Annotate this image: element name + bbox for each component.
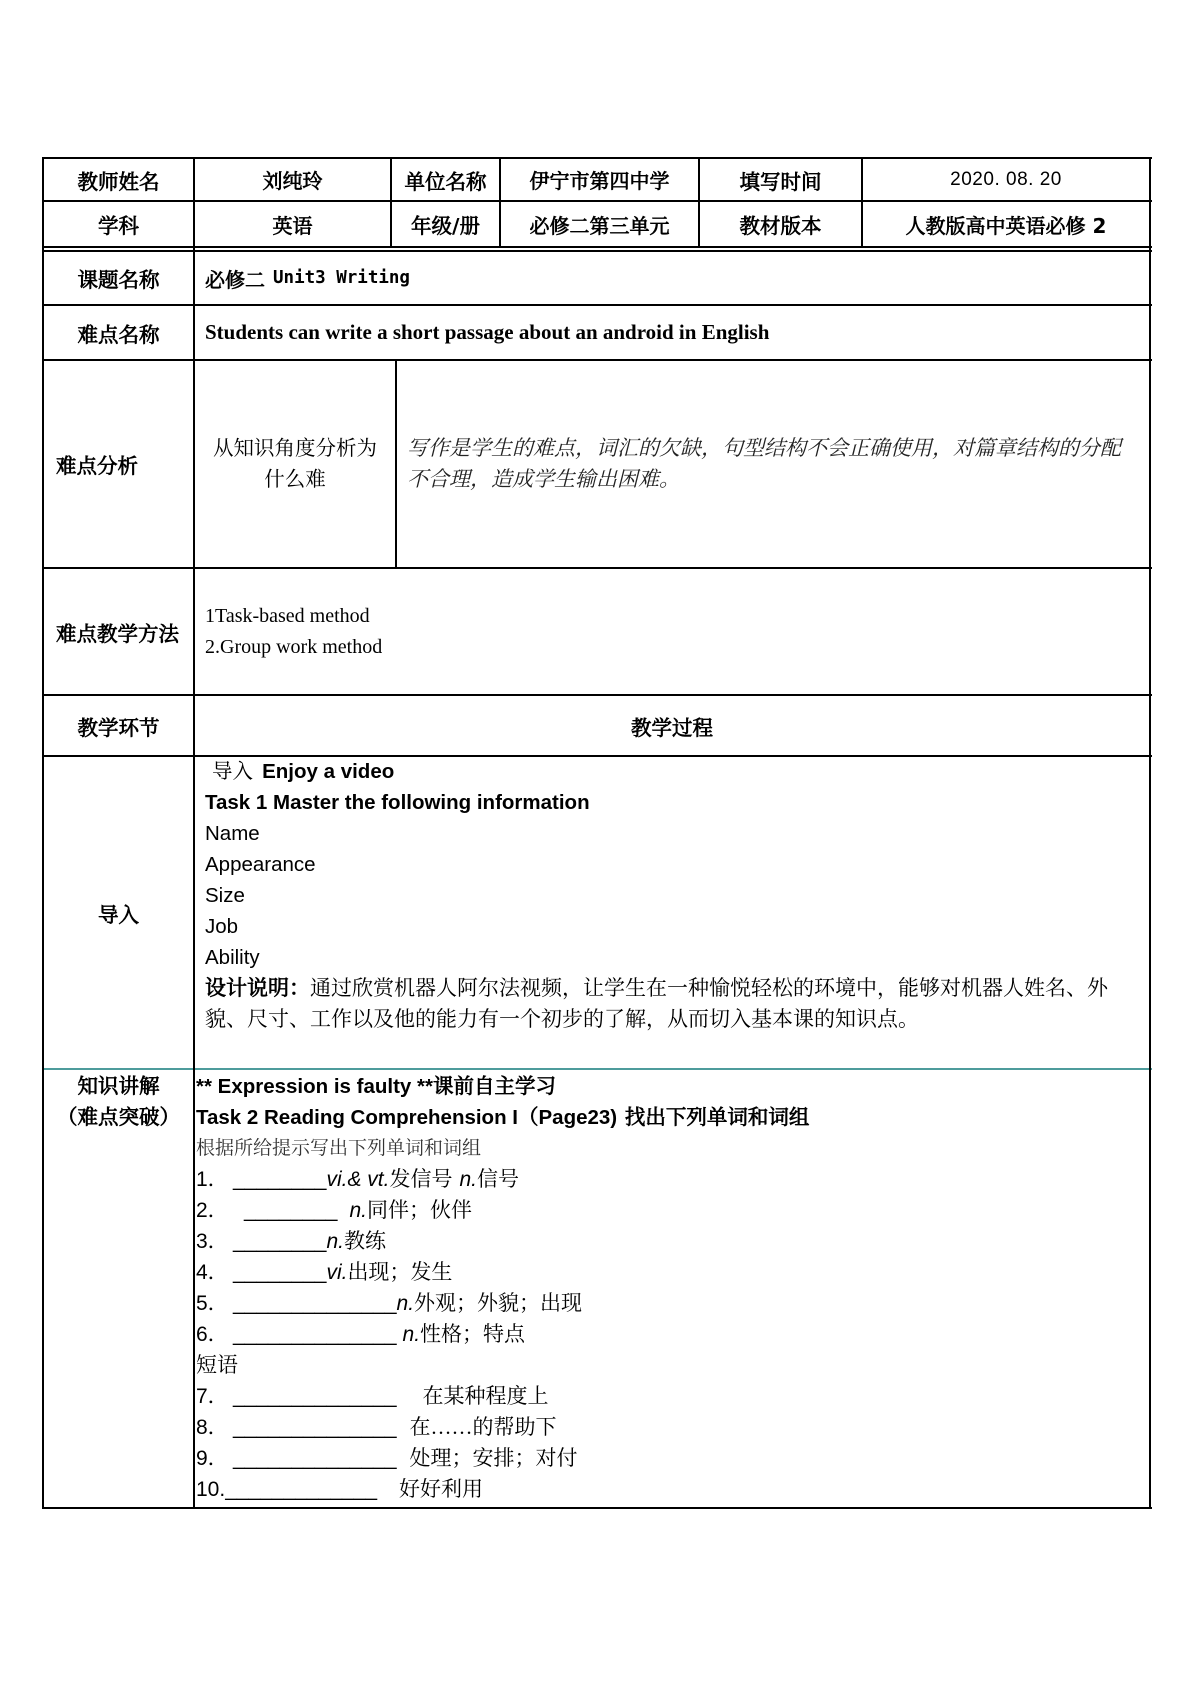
vocab-item xyxy=(196,1319,1146,1350)
analysis-label: 难点分析 xyxy=(56,454,138,478)
answer-blank: ______________ xyxy=(233,1416,397,1439)
knowledge-label xyxy=(43,1071,194,1133)
answer-blank: ______________ xyxy=(233,1323,397,1346)
info-item: Job xyxy=(205,915,239,938)
answer-blank: ________ xyxy=(233,1230,327,1253)
error-notice: ** Expression is faulty ** xyxy=(196,1075,433,1098)
word-meaning: 发信号 xyxy=(389,1167,453,1191)
part-of-speech: n. xyxy=(459,1168,477,1191)
part-of-speech: n. xyxy=(396,1292,415,1315)
info-item: Ability xyxy=(205,946,260,969)
methods-list xyxy=(205,568,1145,695)
info-item: Name xyxy=(205,822,260,845)
design-note-text: 貌、尺寸、工作以及他的能力有一个初步的了解，从而切入基本课的知识点。 xyxy=(205,1007,919,1031)
section-rule-line xyxy=(43,1068,1152,1070)
word-meaning: 同伴；伙伴 xyxy=(366,1198,472,1222)
phrase-item xyxy=(196,1381,1146,1412)
analysis-text-line: 不合理，造成学生输出困难。 xyxy=(407,467,680,491)
self-study-heading xyxy=(196,1071,1146,1102)
part-of-speech: vi. xyxy=(326,1261,348,1284)
part-of-speech: n. xyxy=(326,1230,344,1253)
phrase-meaning: 好好利用 xyxy=(399,1477,484,1501)
difficulty-label: 难点名称 xyxy=(77,322,160,347)
subject-label: 学科 xyxy=(98,214,139,238)
fill-date-label: 填写时间 xyxy=(739,169,822,194)
self-study-title: 课前自主学习 xyxy=(432,1074,556,1098)
item-number: 9． xyxy=(196,1447,229,1470)
part-of-speech: n. xyxy=(402,1323,421,1346)
knowledge-label-line: （难点突破） xyxy=(57,1105,180,1129)
phrase-item xyxy=(196,1474,1146,1505)
process-header: 教学过程 xyxy=(631,715,713,740)
unit-name-label: 单位名称 xyxy=(404,169,487,194)
phrase-meaning: 处理；安排；对付 xyxy=(409,1446,578,1470)
process-stage-label: 教学环节 xyxy=(77,715,160,740)
phrase-item xyxy=(196,1443,1146,1474)
fill-date-value: 2020. 08. 20 xyxy=(950,168,1062,190)
knowledge-label-line: 知识讲解 xyxy=(77,1074,160,1098)
grade-value: 必修二第三单元 xyxy=(529,213,670,238)
answer-blank: ______________ xyxy=(233,1385,397,1408)
item-number: 3． xyxy=(196,1230,229,1253)
textbook-label: 教材版本 xyxy=(739,214,822,238)
task-heading xyxy=(196,1102,1146,1133)
topic-label: 课题名称 xyxy=(77,268,160,292)
methods-label: 难点教学方法 xyxy=(56,621,179,646)
item-number: 4． xyxy=(196,1261,229,1284)
item-number: 1． xyxy=(196,1168,229,1191)
task-title: Task 2 Reading Comprehension I（Page23) xyxy=(196,1106,618,1129)
design-note xyxy=(205,973,1145,1004)
unit-name-value: 伊宁市第四中学 xyxy=(529,169,670,193)
analysis-text xyxy=(407,360,1147,568)
vocab-item xyxy=(196,1195,1146,1226)
analysis-aspect-line: 从知识角度分析为 xyxy=(213,436,377,460)
analysis-aspect xyxy=(194,360,396,568)
intro-title-cn: 导入 xyxy=(212,759,253,783)
word-meaning: 教练 xyxy=(343,1229,386,1253)
answer-blank: _____________ xyxy=(225,1478,378,1501)
instruction: 根据所给提示写出下列单词和词组 xyxy=(196,1137,482,1159)
knowledge-content xyxy=(196,1071,1146,1505)
textbook-value: 人教版高中英语必修 2 xyxy=(905,213,1107,238)
part-of-speech: vi.& vt. xyxy=(326,1168,390,1191)
item-number: 10. xyxy=(196,1478,226,1501)
vocab-item xyxy=(196,1257,1146,1288)
table-border-line xyxy=(1149,157,1151,1509)
item-number: 6． xyxy=(196,1323,229,1346)
answer-blank: ________ xyxy=(233,1261,327,1284)
intro-title-en: Enjoy a video xyxy=(262,760,395,783)
item-number: 2． xyxy=(196,1199,229,1222)
word-meaning: 信号 xyxy=(476,1167,519,1191)
answer-blank: ________ xyxy=(244,1199,338,1222)
grade-label: 年级/册 xyxy=(411,214,480,238)
topic-value xyxy=(205,251,1145,305)
teacher-name-value: 刘纯玲 xyxy=(262,169,323,193)
method-item: 2.Group work method xyxy=(205,635,383,658)
word-meaning: 外观；外貌；出现 xyxy=(414,1291,583,1315)
design-note-label: 设计说明： xyxy=(205,976,310,1000)
info-item: Size xyxy=(205,884,245,907)
phrase-meaning: 在某种程度上 xyxy=(422,1384,549,1408)
table-border-line xyxy=(43,1507,1152,1509)
design-note-text: 通过欣赏机器人阿尔法视频，让学生在一种愉悦轻松的环境中，能够对机器人姓名、外 xyxy=(310,976,1108,1000)
topic-value-en: Unit3 Writing xyxy=(273,268,410,288)
task-instruction: 找出下列单词和词组 xyxy=(624,1105,810,1129)
intro-content xyxy=(205,756,1145,1035)
phrases-heading: 短语 xyxy=(196,1353,238,1377)
item-number: 7． xyxy=(196,1385,229,1408)
method-item: 1Task-based method xyxy=(205,604,370,627)
analysis-aspect-line: 什么难 xyxy=(264,467,326,491)
intro-label: 导入 xyxy=(98,902,139,927)
part-of-speech: n. xyxy=(349,1199,367,1222)
answer-blank: ______________ xyxy=(233,1447,397,1470)
phrase-item xyxy=(196,1412,1146,1443)
intro-title xyxy=(205,756,1145,787)
info-item: Appearance xyxy=(205,853,316,876)
word-meaning: 性格；特点 xyxy=(420,1322,526,1346)
answer-blank: ________ xyxy=(233,1168,327,1191)
phrase-meaning: 在……的帮助下 xyxy=(409,1415,557,1439)
item-number: 8． xyxy=(196,1416,229,1439)
intro-task: Task 1 Master the following information xyxy=(205,791,590,814)
item-number: 5． xyxy=(196,1292,229,1315)
topic-value-cn: 必修二 xyxy=(205,267,265,292)
difficulty-value: Students can write a short passage about an android in English xyxy=(205,320,770,344)
analysis-text-line: 写作是学生的难点，词汇的欠缺，句型结构不会正确使用，对篇章结构的分配 xyxy=(407,436,1121,460)
vocab-item xyxy=(196,1288,1146,1319)
word-meaning: 出现；发生 xyxy=(347,1260,453,1284)
subject-value: 英语 xyxy=(272,213,313,238)
answer-blank: ______________ xyxy=(233,1292,397,1315)
teacher-name-label: 教师姓名 xyxy=(77,169,160,194)
vocab-item xyxy=(196,1226,1146,1257)
vocab-item xyxy=(196,1164,1146,1195)
